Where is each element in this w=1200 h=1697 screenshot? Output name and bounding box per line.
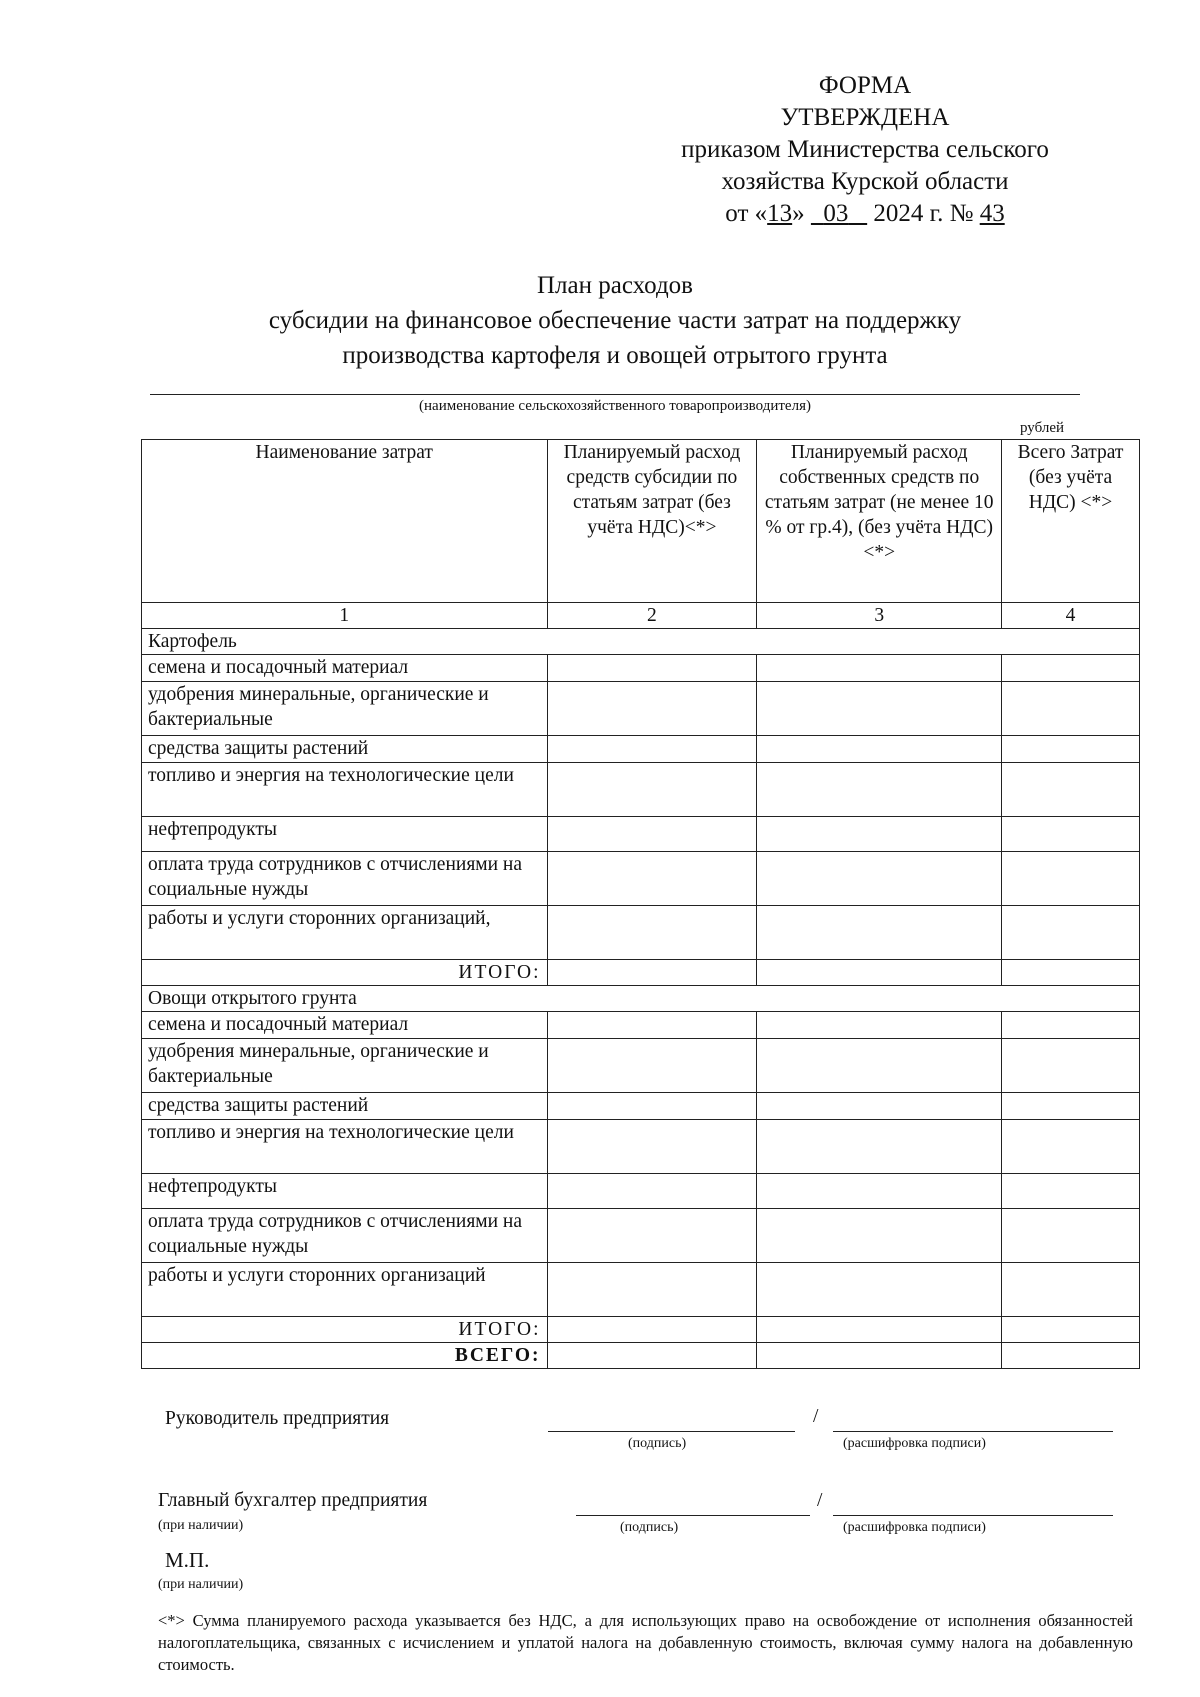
cell-total[interactable] bbox=[1002, 1317, 1140, 1343]
org-name-line bbox=[150, 394, 1080, 395]
cell-own-funds[interactable] bbox=[757, 1120, 1002, 1174]
row-label: работы и услуги сторонних организаций, bbox=[142, 906, 548, 960]
table-row bbox=[142, 1209, 1140, 1263]
cell-own-funds[interactable] bbox=[757, 1012, 1002, 1039]
table-row bbox=[142, 1012, 1140, 1039]
approval-form-label: ФОРМА bbox=[818, 72, 912, 99]
table-row bbox=[142, 1093, 1140, 1120]
cell-total[interactable] bbox=[1002, 1263, 1140, 1317]
row-label: оплата труда сотрудников с отчислениями на социальные нужды bbox=[142, 852, 548, 906]
cell-own-funds[interactable] bbox=[757, 906, 1002, 960]
cell-total[interactable] bbox=[1002, 1012, 1140, 1039]
row-label: топливо и энергия на технологические цели bbox=[142, 763, 548, 817]
cell-subsidy[interactable] bbox=[547, 906, 757, 960]
cell-subsidy[interactable] bbox=[547, 763, 757, 817]
subtotal-label: ИТОГО: bbox=[142, 1317, 548, 1343]
cell-total[interactable] bbox=[1002, 1343, 1140, 1369]
slash: / bbox=[817, 1490, 823, 1511]
cell-own-funds[interactable] bbox=[757, 1174, 1002, 1209]
slash: / bbox=[813, 1406, 819, 1427]
cell-subsidy[interactable] bbox=[547, 1343, 757, 1369]
table-row bbox=[142, 763, 1140, 817]
cell-total[interactable] bbox=[1002, 1174, 1140, 1209]
table-row bbox=[142, 655, 1140, 682]
cell-own-funds[interactable] bbox=[757, 1039, 1002, 1093]
row-label: нефтепродукты bbox=[142, 1174, 548, 1209]
cell-own-funds[interactable] bbox=[757, 1093, 1002, 1120]
cell-total[interactable] bbox=[1002, 1120, 1140, 1174]
col-number: 3 bbox=[757, 603, 1002, 629]
subtotal-row bbox=[142, 1317, 1140, 1343]
table-row bbox=[142, 1120, 1140, 1174]
row-label: удобрения минеральные, органические и бактериальные bbox=[142, 682, 548, 736]
cell-subsidy[interactable] bbox=[547, 852, 757, 906]
cell-total[interactable] bbox=[1002, 763, 1140, 817]
table-row bbox=[142, 736, 1140, 763]
approval-order-line: приказом Министерства сельского bbox=[681, 136, 1049, 163]
cell-own-funds[interactable] bbox=[757, 852, 1002, 906]
stamp-note: (при наличии) bbox=[158, 1577, 244, 1592]
cell-subsidy[interactable] bbox=[547, 960, 757, 986]
table-header-row bbox=[142, 440, 1140, 603]
date-year: 2024 г. № bbox=[873, 200, 974, 227]
signature-caption: (подпись) bbox=[620, 1520, 679, 1535]
row-label: оплата труда сотрудников с отчислениями на социальные нужды bbox=[142, 1209, 548, 1263]
approval-block bbox=[600, 70, 1130, 230]
document-title bbox=[150, 268, 1080, 373]
cell-subsidy[interactable] bbox=[547, 817, 757, 852]
cell-total[interactable] bbox=[1002, 1093, 1140, 1120]
row-label: семена и посадочный материал bbox=[142, 1012, 548, 1039]
table-row bbox=[142, 852, 1140, 906]
order-number: 43 bbox=[979, 200, 1005, 227]
header-cost-name: Наименование затрат bbox=[142, 440, 548, 603]
cell-subsidy[interactable] bbox=[547, 1174, 757, 1209]
date-prefix: от « bbox=[725, 200, 768, 227]
row-label: работы и услуги сторонних организаций bbox=[142, 1263, 548, 1317]
org-name-caption: (наименование сельскохозяйственного товаропроизводителя) bbox=[419, 398, 811, 414]
cell-own-funds[interactable] bbox=[757, 817, 1002, 852]
cell-subsidy[interactable] bbox=[547, 655, 757, 682]
decode-caption: (расшифровка подписи) bbox=[843, 1436, 986, 1451]
subtotal-row bbox=[142, 960, 1140, 986]
approval-date-line bbox=[600, 198, 1130, 230]
approval-approved-label: УТВЕРЖДЕНА bbox=[780, 104, 950, 131]
table-row bbox=[142, 1039, 1140, 1093]
title-line-2: субсидии на финансовое обеспечение части затрат на поддержку bbox=[268, 307, 962, 334]
row-label: нефтепродукты bbox=[142, 817, 548, 852]
expense-plan-table bbox=[141, 439, 1140, 1369]
head-decode-line[interactable] bbox=[833, 1431, 1113, 1432]
stamp-label: М.П. bbox=[165, 1548, 210, 1572]
cell-own-funds[interactable] bbox=[757, 960, 1002, 986]
approval-ministry-line: хозяйства Курской области bbox=[721, 168, 1009, 195]
cell-subsidy[interactable] bbox=[547, 682, 757, 736]
row-label: удобрения минеральные, органические и бактериальные bbox=[142, 1039, 548, 1093]
cell-total[interactable] bbox=[1002, 1209, 1140, 1263]
cell-own-funds[interactable] bbox=[757, 736, 1002, 763]
cell-total[interactable] bbox=[1002, 1039, 1140, 1093]
cell-own-funds[interactable] bbox=[757, 1317, 1002, 1343]
cell-subsidy[interactable] bbox=[547, 1039, 757, 1093]
accountant-decode-line[interactable] bbox=[833, 1515, 1113, 1516]
cell-total[interactable] bbox=[1002, 655, 1140, 682]
grand-total-row bbox=[142, 1343, 1140, 1369]
accountant-label: Главный бухгалтер предприятия bbox=[158, 1490, 428, 1511]
cell-own-funds[interactable] bbox=[757, 763, 1002, 817]
cell-total[interactable] bbox=[1002, 682, 1140, 736]
date-day-close: » bbox=[792, 200, 805, 227]
accountant-if-any: (при наличии) bbox=[158, 1518, 244, 1533]
cell-total[interactable] bbox=[1002, 960, 1140, 986]
cell-own-funds[interactable] bbox=[757, 655, 1002, 682]
cell-total[interactable] bbox=[1002, 852, 1140, 906]
title-line-1: План расходов bbox=[537, 272, 693, 299]
head-label: Руководитель предприятия bbox=[165, 1408, 390, 1429]
cell-total[interactable] bbox=[1002, 906, 1140, 960]
table-row bbox=[142, 817, 1140, 852]
date-month: 03 bbox=[823, 200, 849, 227]
header-total: Всего Затрат (без учёта НДС) <*> bbox=[1002, 440, 1140, 603]
col-number: 2 bbox=[547, 603, 757, 629]
table-row bbox=[142, 682, 1140, 736]
grand-total-label: ВСЕГО: bbox=[142, 1343, 548, 1369]
table-row bbox=[142, 1263, 1140, 1317]
cell-subsidy[interactable] bbox=[547, 1317, 757, 1343]
cell-own-funds[interactable] bbox=[757, 1209, 1002, 1263]
col-number: 1 bbox=[142, 603, 548, 629]
row-label: топливо и энергия на технологические цели bbox=[142, 1120, 548, 1174]
column-number-row bbox=[142, 603, 1140, 629]
header-own-funds: Планируемый расход собственных средств по статьям затрат (не менее 10 % от гр.4), (без учёта НДС)<*> bbox=[757, 440, 1002, 603]
section-title: Овощи открытого грунта bbox=[142, 986, 1140, 1012]
date-day: 13 bbox=[767, 200, 793, 227]
cell-subsidy[interactable] bbox=[547, 1263, 757, 1317]
cell-subsidy[interactable] bbox=[547, 1093, 757, 1120]
section-title-row bbox=[142, 629, 1140, 655]
cell-subsidy[interactable] bbox=[547, 1209, 757, 1263]
cell-subsidy[interactable] bbox=[547, 1012, 757, 1039]
cell-total[interactable] bbox=[1002, 817, 1140, 852]
row-label: средства защиты растений bbox=[142, 1093, 548, 1120]
cell-own-funds[interactable] bbox=[757, 1343, 1002, 1369]
cell-subsidy[interactable] bbox=[547, 1120, 757, 1174]
cell-total[interactable] bbox=[1002, 736, 1140, 763]
title-line-3: производства картофеля и овощей отрытого грунта bbox=[342, 342, 888, 369]
accountant-signature-line[interactable] bbox=[576, 1515, 810, 1516]
header-subsidy: Планируемый расход средств субсидии по статьям затрат (без учёта НДС)<*> bbox=[547, 440, 757, 603]
table-row bbox=[142, 906, 1140, 960]
table-row bbox=[142, 1174, 1140, 1209]
unit-label: рублей bbox=[1020, 420, 1065, 436]
section-title: Картофель bbox=[142, 629, 1140, 655]
section-title-row bbox=[142, 986, 1140, 1012]
head-signature-line[interactable] bbox=[548, 1431, 795, 1432]
row-label: семена и посадочный материал bbox=[142, 655, 548, 682]
cell-own-funds[interactable] bbox=[757, 682, 1002, 736]
cell-own-funds[interactable] bbox=[757, 1263, 1002, 1317]
signature-caption: (подпись) bbox=[628, 1436, 687, 1451]
footnote: <*> Сумма планируемого расхода указывается без НДС, а для использующих право на освобождение от исполнения обязанностей налогоплательщика, связанных с исчислением и уплатой налога на добавленную стоимость, включая сумму налога на добавленную стоимость. bbox=[158, 1611, 1133, 1674]
decode-caption: (расшифровка подписи) bbox=[843, 1520, 986, 1535]
row-label: средства защиты растений bbox=[142, 736, 548, 763]
cell-subsidy[interactable] bbox=[547, 736, 757, 763]
col-number: 4 bbox=[1002, 603, 1140, 629]
subtotal-label: ИТОГО: bbox=[142, 960, 548, 986]
